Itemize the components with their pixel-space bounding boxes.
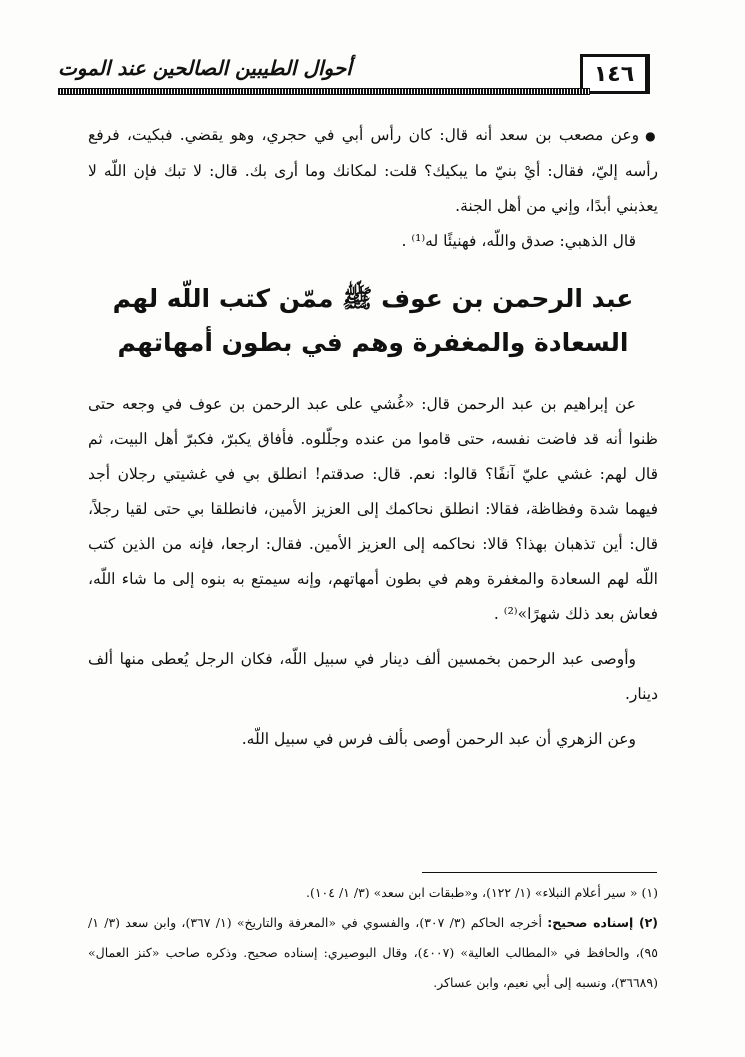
spacer: [88, 632, 658, 642]
paragraph-ibrahim: عن إبراهيم بن عبد الرحمن قال: «غُشي على عبد الرحمن بن عوف في وجعه حتى ظنوا أنه قد فاضت نفسه، حتى قاموا من عنده وجلّلوه. فأفاق يكبرّ، فكبرّ أهل البيت، ثم قال لهم: غشي عليّ آنفًا؟ قالوا: نعم. قال: صدقتم! انطلق بي في غشيتي رجلان أجد فيهما شدة وفظاظة، فقالا: انطلق نحاكمك إلى العزيز الأمين، فانطلقا بي حتى لقيا رجلاً، قال: أين تذهبان بهذا؟ قالا: نحاكمه إلى العزيز الأمين. فقال: ارجعا، فإنه من الذين كتب اللّه لهم السعادة والمغفرة وهم في بطون أمهاتهم، وإنه سيمتع به بنوه إلى ما شاء اللّه، فعاش بعد ذلك شهرًا»⁽²⁾ .: [88, 395, 658, 623]
section-title: [88, 277, 658, 365]
paragraph-mus-ab: [88, 118, 658, 224]
page-header: [58, 42, 650, 104]
footnote-1: (١) « سير أعلام النبلاء» (١/ ١٢٢)، و«طبقات ابن سعد» (٣/ ١/ ١٠٤).: [305, 885, 658, 900]
paragraph-wasiyya: وأوصى عبد الرحمن بخمسين ألف دينار في سبيل اللّه، فكان الرجل يُعطى منها ألف دينار.: [88, 650, 658, 703]
section-title-line-2: السعادة والمغفرة وهم في بطون أمهاتهم: [117, 328, 629, 357]
footnote-2-label: (٢) إسناده صحيح:: [547, 915, 659, 930]
spacer: [88, 712, 658, 722]
header-rule: [58, 88, 590, 95]
section-title-line-1: عبد الرحمن بن عوف ﷺ ممّن كتب اللّه لهم: [112, 284, 634, 313]
footnote-rule: [422, 872, 657, 873]
footnote-2-text: أخرجه الحاكم (٣/ ٣٠٧)، والفسوي في «المعرفة والتاريخ» (١/ ٣٦٧)، وابن سعد (٣/ ١/ ٩٥)، والحافظ في «المطالب العالية» (٤٠٠٧)، وقال البوصيري: إسناده صحيح. وذكره صاحب «كنز العمال» (٣٦٦٨٩)، ونسبه إلى أبي نعيم، وابن عساكر.: [88, 915, 658, 990]
body-text: [88, 118, 658, 757]
paragraph-zuhri: وعن الزهري أن عبد الرحمن أوصى بألف فرس في سبيل اللّه.: [241, 730, 636, 748]
page-number: ١٤٦: [580, 54, 650, 94]
paragraph-text: وعن مصعب بن سعد أنه قال: كان رأس أبي في حجري، وهو يقضي. فبكيت، فرفع رأسه إليّ، فقال: أيْ بنيّ ما يبكيك؟ قلت: لمكانك وما أرى بك. قال: لا تبك فإن اللّه لا يعذبني أبدًا، وإني من أهل الجنة.: [88, 126, 658, 215]
running-title: أحوال الطيبين الصالحين عند الموت: [58, 56, 352, 80]
paragraph-dhahabi: قال الذهبي: صدق واللّه، فهنيئًا له⁽¹⁾ .: [401, 232, 636, 250]
footnotes: [88, 878, 658, 998]
footnote-2: [88, 908, 658, 998]
